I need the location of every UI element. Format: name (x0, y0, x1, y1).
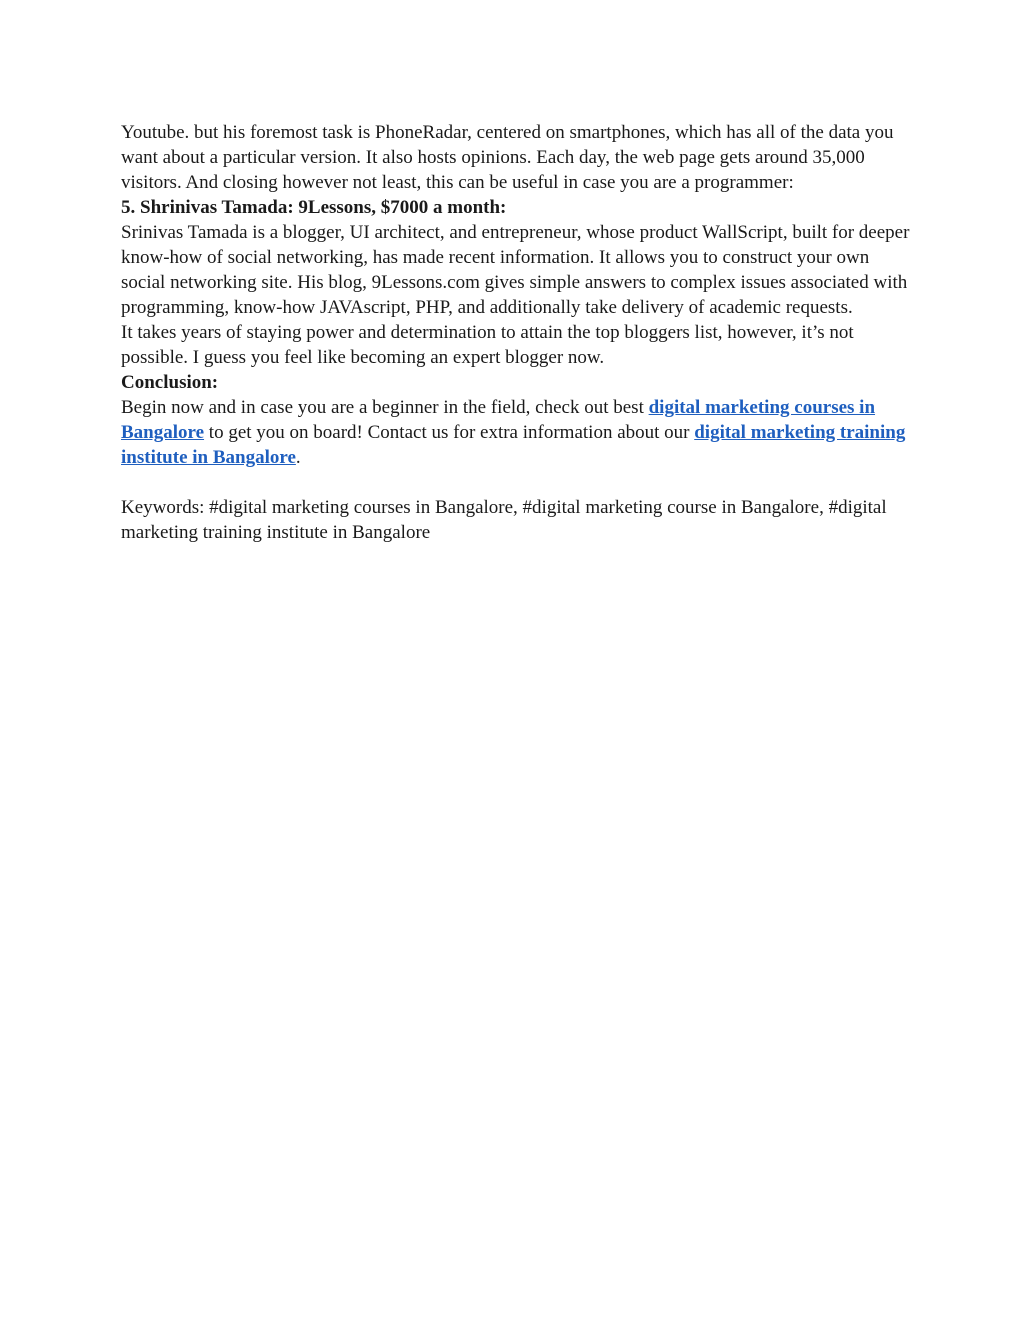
digital-marketing-courses-link[interactable]: digital marketing courses in Bangalore (121, 397, 876, 443)
keywords-paragraph: Keywords: #digital marketing courses in Bangalore, #digital marketing course in Bangalore, #digital marketing training institute in Bangalore (121, 497, 887, 543)
conclusion-text-start: Begin now and in case you are a beginner in the field, check out best (121, 397, 649, 418)
paragraph-spacer (121, 470, 911, 495)
digital-marketing-institute-link[interactable]: digital marketing training institute in Bangalore (121, 422, 906, 468)
conclusion-text-middle: to get you on board! Contact us for extra information about our (204, 422, 695, 443)
conclusion-text-end: . (295, 447, 301, 468)
intro-paragraph: Youtube. but his foremost task is PhoneRadar, centered on smartphones, which has all of the data you want about a particular version. It also hosts opinions. Each day, the web page gets around 35,000 visitors. And closing however not least, this can be useful in case you are a programmer: (121, 122, 894, 193)
conclusion-paragraph (121, 395, 911, 470)
document-page (121, 120, 911, 545)
closing-paragraph: It takes years of staying power and determination to attain the top bloggers list, however, it’s not possible. I guess you feel like becoming an expert blogger now. (121, 322, 854, 368)
section-5-heading: 5. Shrinivas Tamada: 9Lessons, $7000 a month: (121, 197, 507, 218)
conclusion-heading: Conclusion: (121, 372, 219, 393)
section-5-paragraph: Srinivas Tamada is a blogger, UI architect, and entrepreneur, whose product WallScript, built for deeper know-how of social networking, has made recent information. It allows you to construct your own social networking site. His blog, 9Lessons.com gives simple answers to complex issues associated with programming, know-how JAVAscript, PHP, and additionally take delivery of academic requests. (121, 222, 910, 318)
